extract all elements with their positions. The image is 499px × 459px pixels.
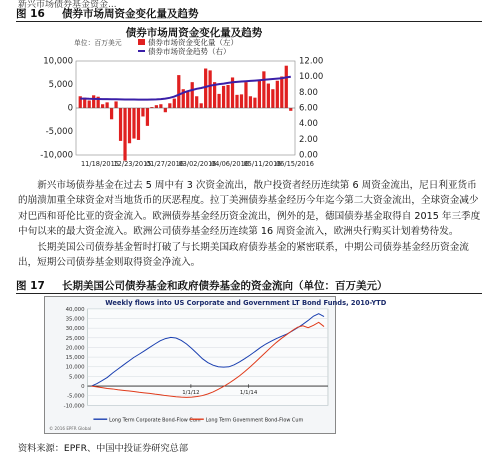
- left-tick-label: 10,000: [43, 56, 73, 67]
- top-cut-text: 新兴市场债券基金资金...: [18, 0, 117, 10]
- paragraph-1: 新兴市场债券基金在过去 5 周中有 3 次资金流出，散户投资者经历连续第 6 周资金流出，尼日利亚货币的崩溃加重全球资金对当地货币的厌恶程度。拉丁美洲债券基金经历今年迄今第二大资金流出，全球资金减少对巴西和哥伦比亚的资金流入。欧洲债券基金经历资金流出，例外的是，德国债券基金取得自 2015 年三季度中旬以来的最大资金流入。欧洲公司债券基金经历连续第 16 周资金流入，欧洲央行购买计划着势待发。: [18, 180, 481, 238]
- bar: [168, 103, 171, 108]
- y-tick-label: 30,000: [65, 326, 85, 333]
- y-tick-label: 15,000: [65, 355, 85, 362]
- bar: [258, 80, 261, 108]
- right-tick-label: 2.00: [299, 134, 318, 145]
- bar: [123, 108, 126, 161]
- bar: [146, 108, 149, 126]
- right-tick-label: 6.00: [299, 103, 318, 114]
- y-tick-label: -10,000: [63, 403, 85, 410]
- bar: [195, 96, 198, 108]
- x-tick-label: 12/23/2015: [113, 160, 152, 168]
- x-tick-label: 04/06/2016: [210, 160, 250, 168]
- right-tick-label: 8.00: [299, 87, 318, 98]
- y-tick-label: 35,000: [65, 316, 85, 323]
- x-tick-label: 1/1/14: [239, 389, 258, 396]
- legend-bar-swatch: [138, 39, 145, 45]
- legend-government-label: Long Term Government Bond-Flow Cum: [205, 417, 304, 424]
- figure17-title: 长期美国公司债券基金和政府债券基金的资金流向（单位：百万美元）: [62, 280, 388, 292]
- y-tick-label: 10,000: [65, 364, 85, 371]
- y-tick-label: 25,000: [65, 335, 85, 342]
- right-tick-label: 4.00: [299, 119, 318, 130]
- bar: [114, 101, 117, 108]
- bar: [276, 81, 279, 108]
- bar: [106, 102, 109, 108]
- figure17-number: 图 17: [16, 280, 45, 292]
- source-note: 资料来源：EPFR、中国中投证券研究总部: [18, 443, 189, 454]
- bar: [101, 104, 104, 108]
- y-tick-label: 20,000: [65, 345, 85, 352]
- figure16-rule: [16, 21, 482, 22]
- chart1-title: 债券市场周资金变化量及趋势: [125, 27, 263, 39]
- bar: [137, 108, 140, 140]
- left-tick-label: 5,000: [48, 80, 73, 90]
- figure17-chart: [44, 296, 387, 434]
- x-tick-label: 01/27/2016: [145, 160, 185, 168]
- bar: [159, 104, 162, 108]
- bar: [132, 108, 135, 139]
- bar: [204, 69, 207, 108]
- x-tick-label: 11/18/2015: [80, 160, 120, 168]
- bar: [92, 95, 95, 108]
- bar: [285, 66, 288, 108]
- bar: [262, 71, 265, 108]
- legend-trend-label: 债券市场资金趋势（右）: [148, 47, 231, 56]
- bar: [217, 94, 220, 108]
- bar: [191, 82, 194, 108]
- y-tick-label: 5,000: [69, 374, 85, 381]
- chart1-unit-label: 单位：百万美元: [74, 39, 122, 47]
- y-tick-label: -5,000: [67, 393, 85, 400]
- paragraph-2: 长期美国公司债券基金暂时打破了与长期美国政府债券基金的紧密联系，中期公司债券基金经历资金流出，短期公司债券基金则取得资金净流入。: [18, 241, 469, 269]
- figure16-chart: [40, 27, 330, 173]
- x-tick-label: 1/1/12: [182, 389, 200, 396]
- chart1-right-axis: [299, 57, 323, 161]
- bar: [280, 77, 283, 108]
- chart1-legend: [138, 37, 238, 56]
- right-tick-label: 10.00: [299, 72, 324, 83]
- bar: [222, 86, 225, 108]
- bar: [119, 108, 122, 141]
- bar: [209, 70, 212, 108]
- x-tick-label: 05/11/2016: [243, 160, 282, 168]
- x-tick-label: 03/02/2016: [178, 160, 217, 168]
- figure17-rule: [16, 293, 482, 294]
- bar: [155, 105, 158, 108]
- chart2-title: Weekly flows into US Corporate and Government LT Bond Funds, 2010-YTD: [105, 298, 387, 307]
- figure17-caption: [16, 278, 388, 293]
- y-tick-label: 0: [81, 384, 85, 391]
- bar: [249, 96, 252, 108]
- bar: [226, 85, 229, 108]
- right-tick-label: 0.00: [299, 150, 318, 161]
- bar: [253, 98, 256, 108]
- body-text: [18, 178, 482, 270]
- bar: [177, 75, 180, 108]
- x-tick-label: 06/15/2016: [275, 160, 315, 168]
- bar: [173, 99, 176, 108]
- chart1-left-axis: [40, 57, 73, 161]
- chart2-credit: © 2016 EPFR Global: [49, 426, 92, 432]
- bar: [289, 108, 292, 111]
- bar: [271, 89, 274, 108]
- bar: [267, 84, 270, 108]
- chart2-legend: [93, 418, 303, 424]
- left-tick-label: -10,000: [40, 150, 73, 161]
- legend-bar-label: 债券市场资金变化量（左）: [148, 38, 238, 47]
- bar: [240, 94, 243, 108]
- bar: [110, 108, 113, 119]
- bar: [186, 92, 189, 108]
- figure16-caption: [16, 6, 199, 21]
- left-tick-label: 0: [67, 103, 73, 114]
- y-tick-label: 40,000: [65, 306, 85, 313]
- right-tick-label: 12.00: [299, 56, 324, 67]
- left-tick-label: -5,000: [45, 127, 73, 137]
- figure16-number: 图 16: [16, 8, 45, 20]
- chart1-x-axis: [81, 160, 314, 168]
- bar: [200, 103, 203, 108]
- bar: [164, 108, 167, 112]
- figure16-title: 债券市场周资金变化量及趋势: [62, 8, 199, 20]
- bar: [128, 108, 131, 143]
- bar: [88, 100, 91, 108]
- bar: [235, 95, 238, 108]
- bar: [141, 108, 144, 116]
- legend-corporate-label: Long Term Corporate Bond-Flow Cum: [109, 417, 201, 424]
- bar: [244, 82, 247, 108]
